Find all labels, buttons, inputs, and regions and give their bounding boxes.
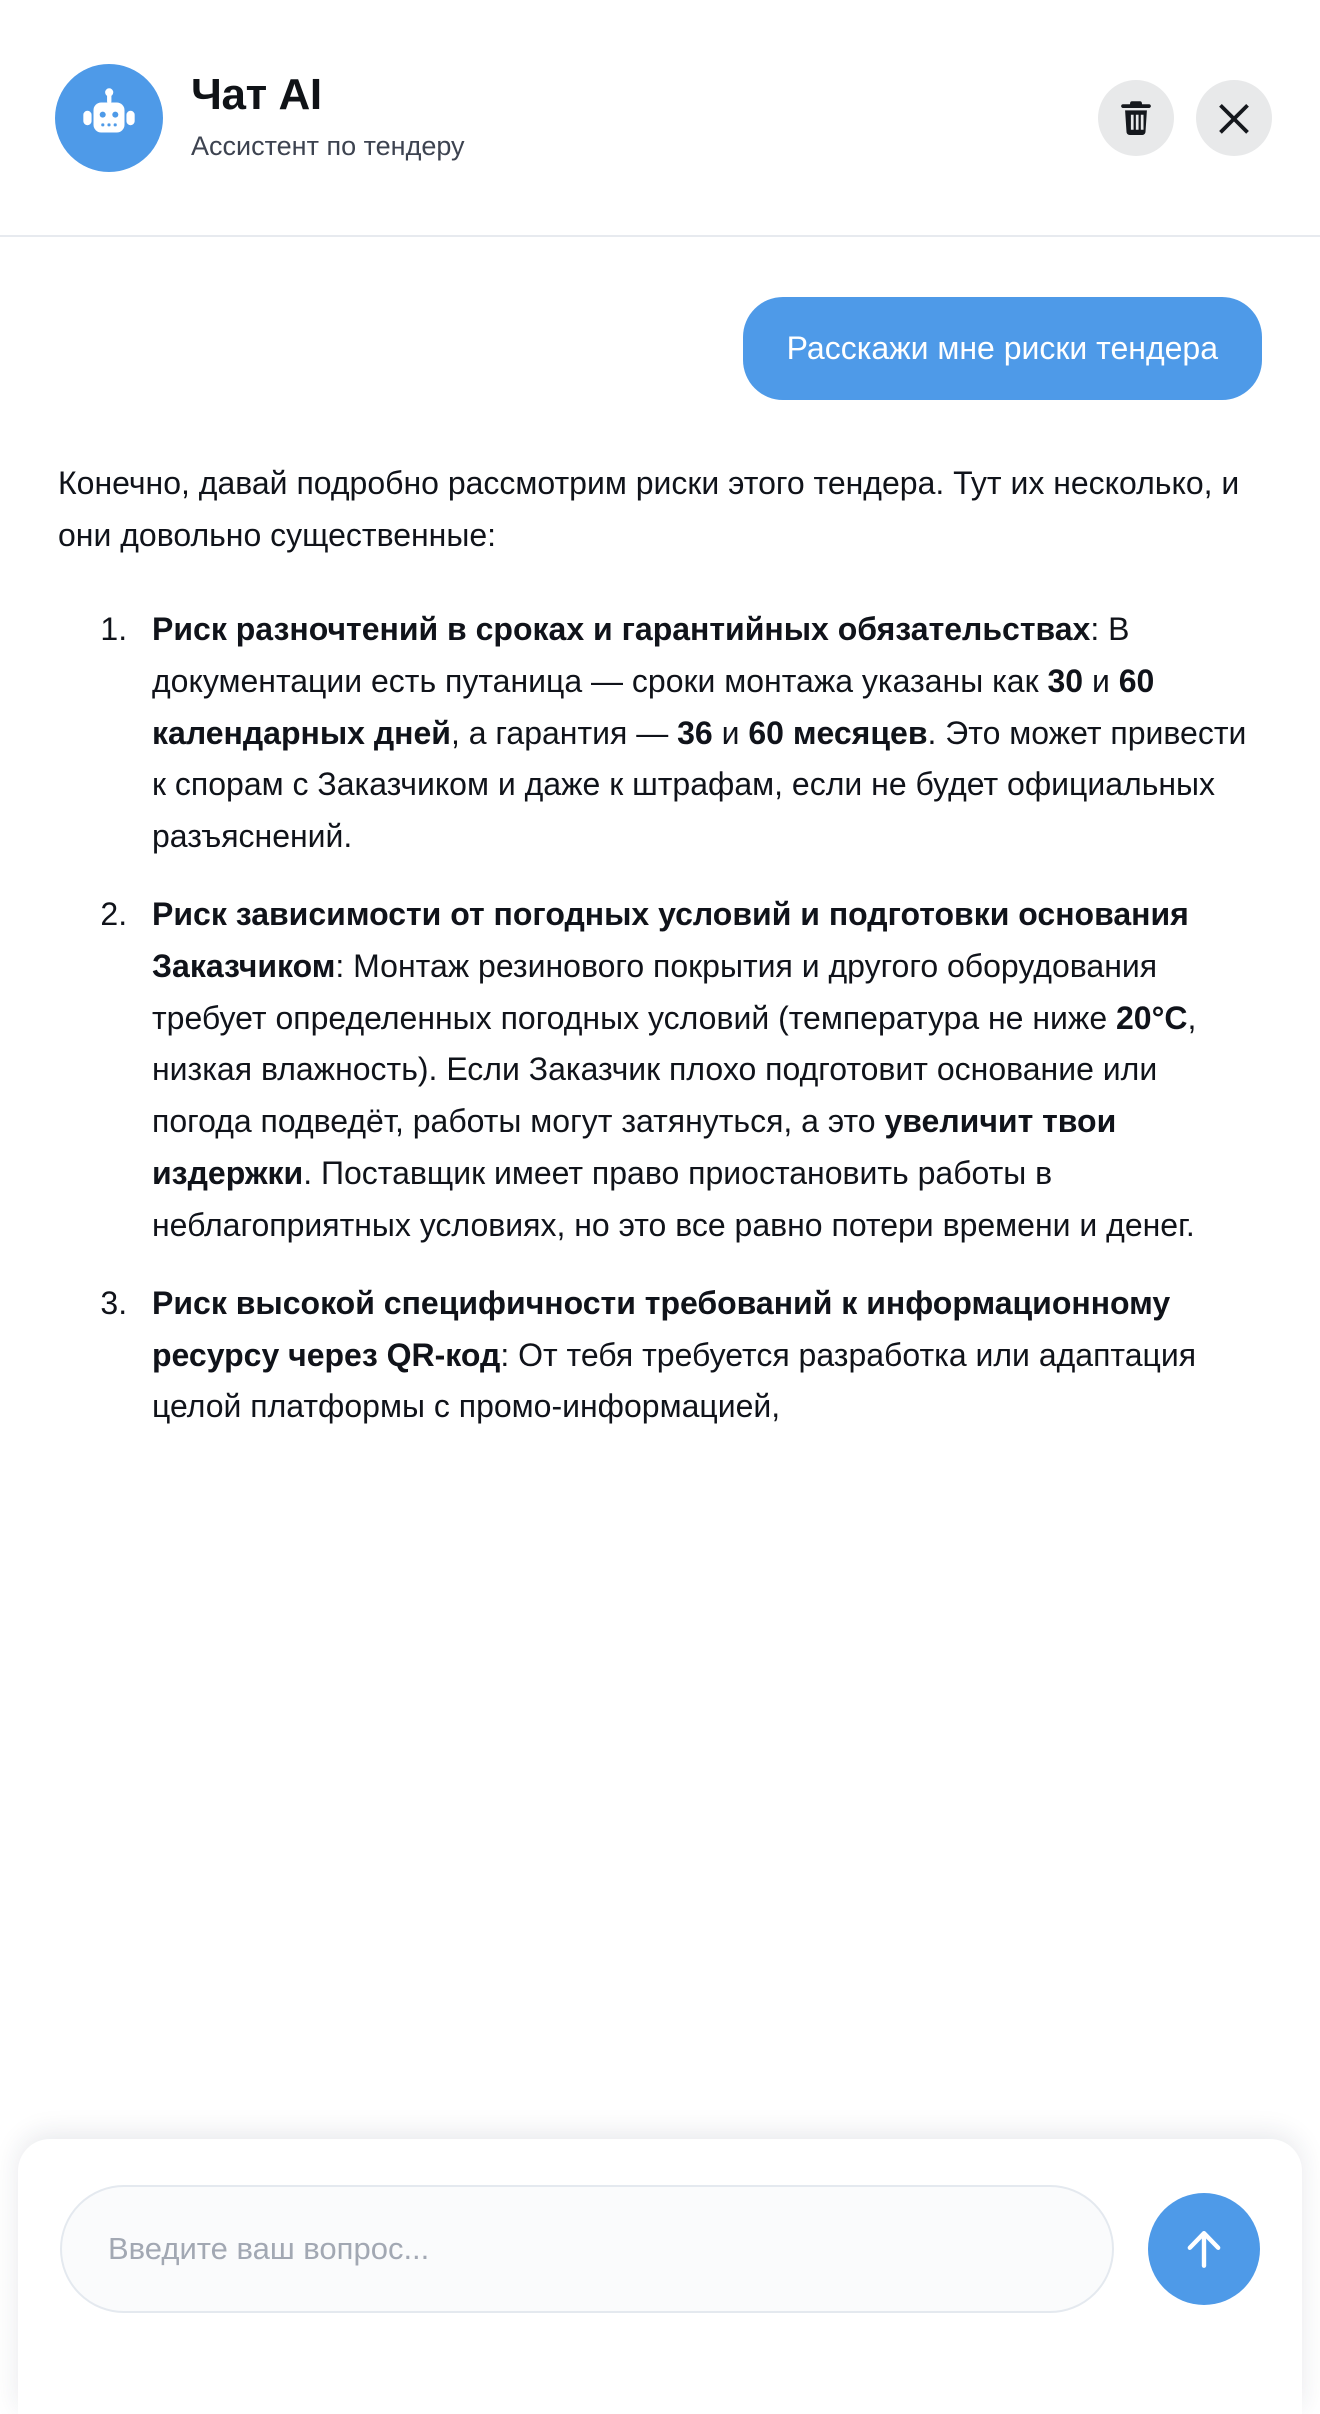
risk-title: Риск высокой специфичности требований к информационному ресурсу через QR-код: [152, 1284, 1171, 1373]
risk-body: Монтаж резинового покрытия и другого оборудования требует определенных погодных условий (температура не ниже: [152, 947, 1158, 1036]
chat-input-wrapper[interactable]: [60, 2185, 1114, 2313]
risk-body: В документации есть путаница — сроки монтажа указаны как: [152, 610, 1130, 699]
list-item: [136, 889, 1262, 1252]
header-actions: [1098, 80, 1272, 156]
trash-icon: [1119, 99, 1153, 137]
risk-emphasis: 30: [1047, 662, 1084, 699]
close-icon: [1217, 101, 1251, 135]
risk-title: Риск разночтений в сроках и гарантийных обязательствах: [152, 610, 1091, 647]
assistant-intro-paragraph: Конечно, давай подробно рассмотрим риски этого тендера. Тут их несколько, и они довольно существенные:: [58, 465, 1240, 554]
risk-body: . Поставщик имеет право приостановить работы в неблагоприятных условиях, но это все равно потери времени и денег.: [152, 1155, 1195, 1243]
send-button[interactable]: [1148, 2193, 1260, 2305]
list-item: [136, 1278, 1262, 1433]
arrow-up-icon: [1179, 2224, 1229, 2274]
risk-emphasis: 20°C: [1116, 999, 1188, 1036]
message-composer: [18, 2139, 1302, 2414]
risk-title: Риск зависимости от погодных условий и подготовки основания Заказчиком: [152, 895, 1189, 984]
message-list[interactable]: [0, 237, 1320, 2414]
risk-separator: :: [1090, 610, 1109, 647]
risk-body: От тебя требуется разработка или адаптация целой платформы с промо-информацией,: [152, 1336, 1197, 1425]
risk-body: , а гарантия —: [450, 714, 678, 751]
close-button[interactable]: [1196, 80, 1272, 156]
risk-body: и: [712, 714, 749, 751]
list-item: [136, 604, 1262, 863]
user-message-bubble: Расскажи мне риски тендера: [743, 297, 1262, 400]
risk-body: , низкая влажность). Если Заказчик плохо подготовит основание или погода подведёт, работы могут затянуться, а это: [152, 999, 1197, 1140]
risk-separator: :: [500, 1336, 519, 1373]
risk-emphasis: 60 календарных дней: [152, 662, 1155, 751]
user-message-row: [58, 297, 1262, 400]
page-title: Чат AI: [191, 70, 322, 120]
risk-body: . Это может привести к спорам с Заказчиком и даже к штрафам, если не будет официальных разъяснений.: [152, 714, 1247, 855]
page-subtitle: Ассистент по тендеру: [191, 130, 465, 161]
risk-emphasis: 36: [677, 714, 713, 751]
risk-emphasis: 60 месяцев: [748, 714, 928, 751]
robot-icon: [78, 87, 140, 149]
chat-header: [0, 0, 1320, 237]
risk-list: [58, 604, 1262, 1433]
risk-separator: :: [335, 947, 354, 984]
risk-emphasis: увеличит твои издержки: [152, 1103, 1117, 1192]
chat-input[interactable]: [106, 2230, 1068, 2268]
delete-chat-button[interactable]: [1098, 80, 1174, 156]
assistant-message: [58, 458, 1262, 1433]
header-text-block: [191, 71, 1098, 164]
risk-body: и: [1083, 662, 1119, 699]
assistant-avatar: [55, 64, 163, 172]
